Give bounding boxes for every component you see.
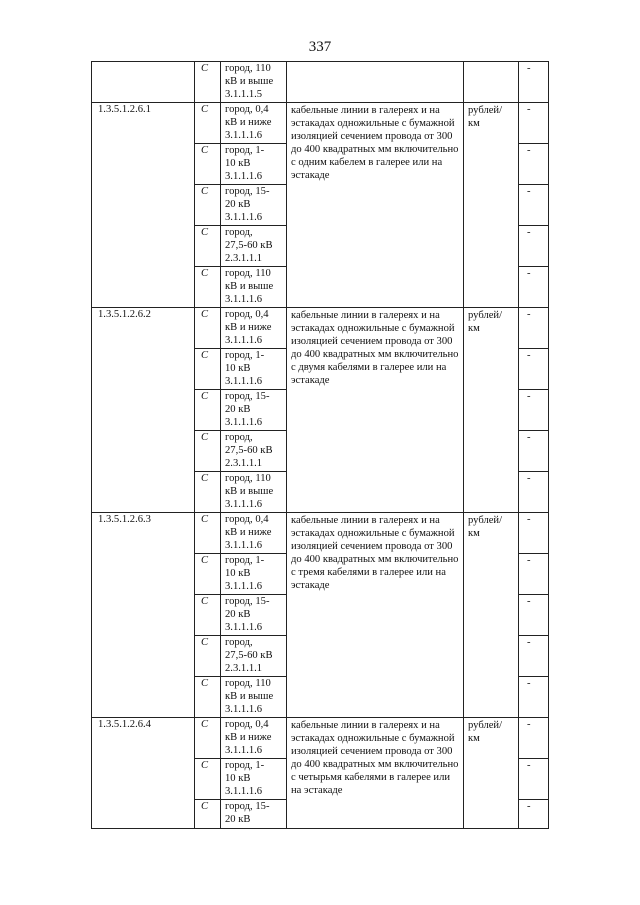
region-cell: город, 1- 10 кВ 3.1.1.1.6	[221, 349, 287, 390]
region-cell: город, 110 кВ и выше 3.1.1.1.6	[221, 472, 287, 513]
region-cell: город, 0,4 кВ и ниже 3.1.1.1.6	[221, 103, 287, 144]
description-cell: кабельные линии в галереях и на эстакадах одножильные с бумажной изоляцией сечением провода от 300 до 400 квадратных мм включительно с одним кабелем в галерее или на эстакаде	[287, 103, 464, 308]
value-cell: -	[519, 390, 549, 431]
letter-cell: C	[195, 554, 221, 595]
letter-cell: C	[195, 349, 221, 390]
unit-cell: рублей/ км	[464, 103, 519, 308]
unit-cell: рублей/ км	[464, 513, 519, 718]
region-cell: город, 27,5-60 кВ 2.3.1.1.1	[221, 636, 287, 677]
code-cell: 1.3.5.1.2.6.3	[92, 513, 195, 718]
region-cell: город, 15- 20 кВ 3.1.1.1.6	[221, 595, 287, 636]
value-cell: -	[519, 800, 549, 829]
value-cell: -	[519, 759, 549, 800]
letter-cell: C	[195, 185, 221, 226]
table-row	[92, 513, 549, 554]
value-cell: -	[519, 308, 549, 349]
region-cell: город, 1- 10 кВ 3.1.1.1.6	[221, 144, 287, 185]
value-cell: -	[519, 677, 549, 718]
letter-cell: C	[195, 144, 221, 185]
letter-cell: C	[195, 800, 221, 829]
letter-cell: C	[195, 636, 221, 677]
letter-cell: C	[195, 677, 221, 718]
region-cell: город, 0,4 кВ и ниже 3.1.1.1.6	[221, 718, 287, 759]
value-cell: -	[519, 595, 549, 636]
region-cell: город, 0,4 кВ и ниже 3.1.1.1.6	[221, 308, 287, 349]
description-cell	[287, 62, 464, 103]
unit-cell: рублей/ км	[464, 308, 519, 513]
table-row	[92, 103, 549, 144]
value-cell: -	[519, 349, 549, 390]
description-cell: кабельные линии в галереях и на эстакадах одножильные с бумажной изоляцией сечением провода от 300 до 400 квадратных мм включительно с тремя кабелями в галерее или на эстакаде	[287, 513, 464, 718]
letter-cell: C	[195, 308, 221, 349]
code-cell	[92, 62, 195, 103]
table-body	[92, 62, 549, 829]
value-cell: -	[519, 267, 549, 308]
region-cell: город, 27,5-60 кВ 2.3.1.1.1	[221, 226, 287, 267]
code-cell: 1.3.5.1.2.6.1	[92, 103, 195, 308]
value-cell: -	[519, 472, 549, 513]
value-cell: -	[519, 185, 549, 226]
value-cell: -	[519, 513, 549, 554]
value-cell: -	[519, 431, 549, 472]
letter-cell: C	[195, 390, 221, 431]
value-cell: -	[519, 226, 549, 267]
unit-cell	[464, 62, 519, 103]
region-cell: город, 110 кВ и выше 3.1.1.1.6	[221, 267, 287, 308]
code-cell: 1.3.5.1.2.6.2	[92, 308, 195, 513]
description-cell: кабельные линии в галереях и на эстакадах одножильные с бумажной изоляцией сечением провода от 300 до 400 квадратных мм включительно с двумя кабелями в галерее или на эстакаде	[287, 308, 464, 513]
code-cell: 1.3.5.1.2.6.4	[92, 718, 195, 829]
letter-cell: C	[195, 513, 221, 554]
region-cell: город, 1- 10 кВ 3.1.1.1.6	[221, 759, 287, 800]
region-cell: город, 15- 20 кВ 3.1.1.1.6	[221, 390, 287, 431]
letter-cell: C	[195, 759, 221, 800]
letter-cell: C	[195, 267, 221, 308]
letter-cell: C	[195, 595, 221, 636]
region-cell: город, 110 кВ и выше 3.1.1.1.5	[221, 62, 287, 103]
region-cell: город, 0,4 кВ и ниже 3.1.1.1.6	[221, 513, 287, 554]
region-cell: город, 15- 20 кВ 3.1.1.1.6	[221, 185, 287, 226]
region-cell: город, 1- 10 кВ 3.1.1.1.6	[221, 554, 287, 595]
letter-cell: C	[195, 431, 221, 472]
table-row	[92, 718, 549, 759]
letter-cell: C	[195, 103, 221, 144]
value-cell: -	[519, 636, 549, 677]
table-row	[92, 308, 549, 349]
value-cell: -	[519, 718, 549, 759]
value-cell: -	[519, 144, 549, 185]
value-cell: -	[519, 554, 549, 595]
region-cell: город, 110 кВ и выше 3.1.1.1.6	[221, 677, 287, 718]
value-cell: -	[519, 62, 549, 103]
letter-cell: C	[195, 472, 221, 513]
letter-cell: C	[195, 226, 221, 267]
unit-cell: рублей/ км	[464, 718, 519, 829]
region-cell: город, 15- 20 кВ	[221, 800, 287, 829]
letter-cell: C	[195, 62, 221, 103]
region-cell: город, 27,5-60 кВ 2.3.1.1.1	[221, 431, 287, 472]
table-row	[92, 62, 549, 103]
value-cell: -	[519, 103, 549, 144]
letter-cell: C	[195, 718, 221, 759]
description-cell: кабельные линии в галереях и на эстакадах одножильные с бумажной изоляцией сечением провода от 300 до 400 квадратных мм включительно с четырьмя кабелями в галерее или на эстакаде	[287, 718, 464, 829]
tariff-table	[91, 61, 549, 829]
page-number: 337	[308, 39, 332, 55]
